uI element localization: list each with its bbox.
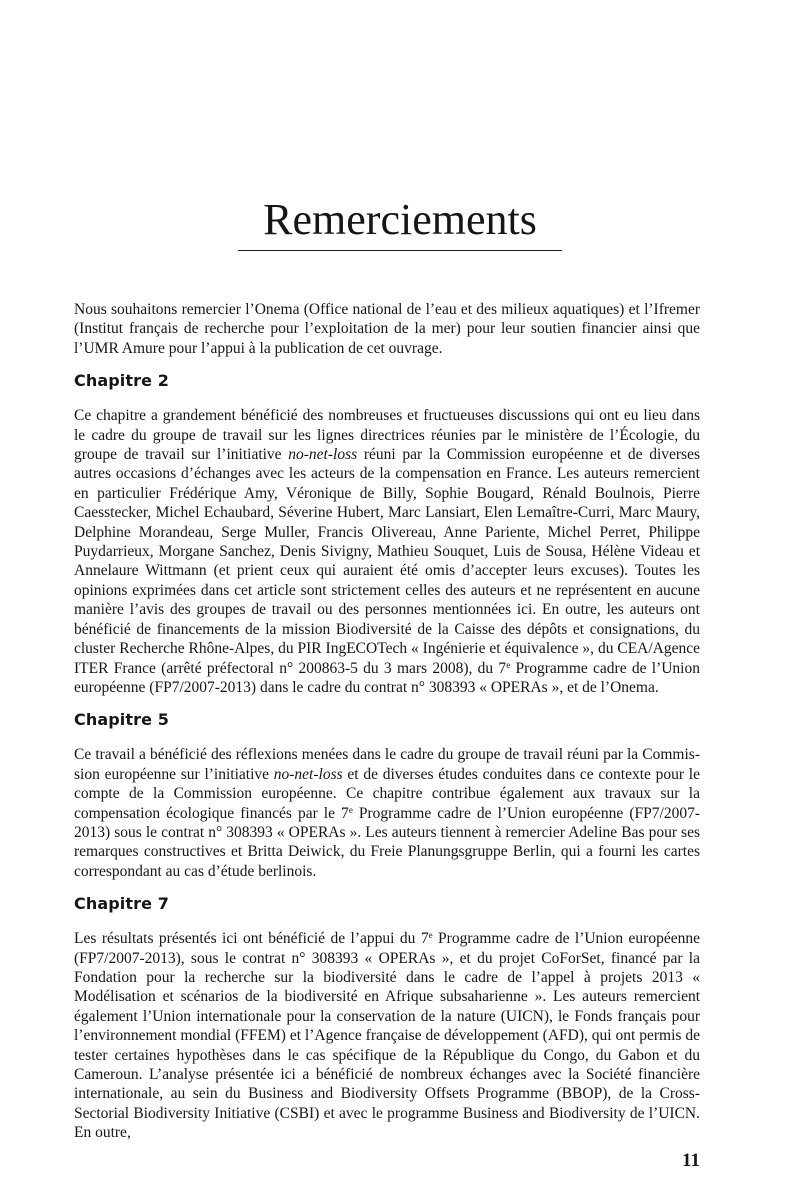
section-heading: Chapitre 2 (74, 371, 169, 391)
text-run: Ce chapitre a grandement bénéficié des nombreuses et fructueuses discussions qui ont eu lieu dans le cadre du groupe de travail sur les lignes directrices réunies par le ministère de l’Écologie, du groupe de travail sur l’initiative (74, 407, 700, 464)
text-run: Programme cadre de l’Union européenne (FP7/2007-2013), sous le contrat n° 308393 « OPERAs », et du projet CoForSet, financé par la Fondation pour la recherche sur la biodiversité dans le cadre de l’appel à projets 2013 « Modélisation et scénarios de la biodiversité en Afrique subsaharienne ». Les auteurs remercient également l’Union internationale pour la conservation de la nature (UICN), le Fonds français pour l’environnement mondial (FFEM) et l’Agence française de développement (AFD), qui ont permis de tester certaines hypothèses dans le cas spécifique de la République du Congo, du Gabon et du Cameroun. L’analyse présentée ici a bénéficié de nombreux échanges avec la Société financière internationale, au sein du Business and Biodiversity Offsets Programme (BBOP), de la Cross-Sectorial Biodiversity Initiative (CSBI) et avec le programme Business and Biodiversity de l’UICN. En outre, (74, 930, 700, 1142)
italic-term: no-net-loss (273, 765, 343, 783)
text-run: Programme cadre de l’Union européenne (FP7/2007-2013) sous le contrat n° 308393 « OPERAs ». Les auteurs tiennent à remercier Adeline Bas pour ses remarques constructives et Britta Deiwick, du Freie Planungsgruppe Berlin, qui a fourni les cartes correspondant au cas d’étude berlinois. (74, 804, 700, 880)
section-heading: Chapitre 7 (74, 894, 169, 914)
acknowledgements-body (74, 300, 700, 1143)
section-paragraph (74, 406, 700, 697)
intro-paragraph: Nous souhaitons remercier l’Onema (Office national de l’eau et des milieux aquatiques) et l’Ifremer (Institut français de recherche pour l’exploitation de la mer) pour leur soutien financier ainsi que l’UMR Amure pour l’appui à la publication de cet ouvrage. (74, 301, 700, 357)
superscript: e (348, 804, 353, 815)
superscript: e (506, 659, 511, 670)
section-paragraph (74, 745, 700, 881)
page-number: 11 (682, 1150, 700, 1171)
section-chapitre-2 (74, 371, 700, 697)
section-heading: Chapitre 5 (74, 710, 169, 730)
text-run: et de diverses études conduites dans ce contexte pour le compte de la Commission européenne. Ce chapitre contribue également aux travaux sur la compensation écologique financés par le 7 (74, 765, 700, 822)
text-run: Les résultats présentés ici ont bénéficié de l’appui du 7 (74, 930, 429, 948)
section-paragraph (74, 929, 700, 1142)
section-chapitre-7 (74, 894, 700, 1142)
page-title: Remerciements (263, 195, 537, 244)
section-chapitre-5 (74, 710, 700, 881)
italic-term: no-net-loss (288, 446, 358, 464)
superscript: e (428, 930, 433, 941)
title-underline (238, 250, 562, 251)
title-block (0, 190, 800, 251)
text-run: Ce travail a bénéficié des réflexions menées dans le cadre du groupe de travail réuni par la Commission européenne sur l’initiative (74, 746, 700, 783)
text-run: réuni par la Commission européenne et de diverses autres occasions d’échanges avec les acteurs de la compensation en France. Les auteurs remercient en particulier Frédérique Amy, Véronique de Billy, Sophie Bougard, Rénald Boulnois, Pierre Caesstecker, Michel Echaubard, Séverine Hubert, Marc Lansiart, Elen Lemaître-Curri, Marc Maury, Delphine Morandeau, Serge Muller, Francis Olivereau, Anne Pariente, Michel Perret, Philippe Puydarrieux, Morgane Sanchez, Denis Sivigny, Mathieu Souquet, Luis de Sousa, Hélène Videau et Annelaure Wittmann (et prient ceux qui auraient été omis d’accepter leurs excuses). Toutes les opinions exprimées dans cet article sont strictement celles des auteurs et ne représentent en aucune manière l’avis des groupes de travail ou des personnes mentionnées ici. En outre, les auteurs ont bénéficié de financements de la mission Biodiversité de la Caisse des dépôts et consignations, du cluster Recherche Rhône-Alpes, du PIR IngECOTech « Ingénierie et équivalence », du CEA/Agence ITER France (arrêté préfectoral n° 200863-5 du 3 mars 2008), du 7 (74, 446, 700, 677)
text-run: Programme cadre de l’Union européenne (FP7/2007-2013) dans le cadre du contrat n° 308393 « OPERAs », et de l’Onema. (74, 659, 700, 696)
